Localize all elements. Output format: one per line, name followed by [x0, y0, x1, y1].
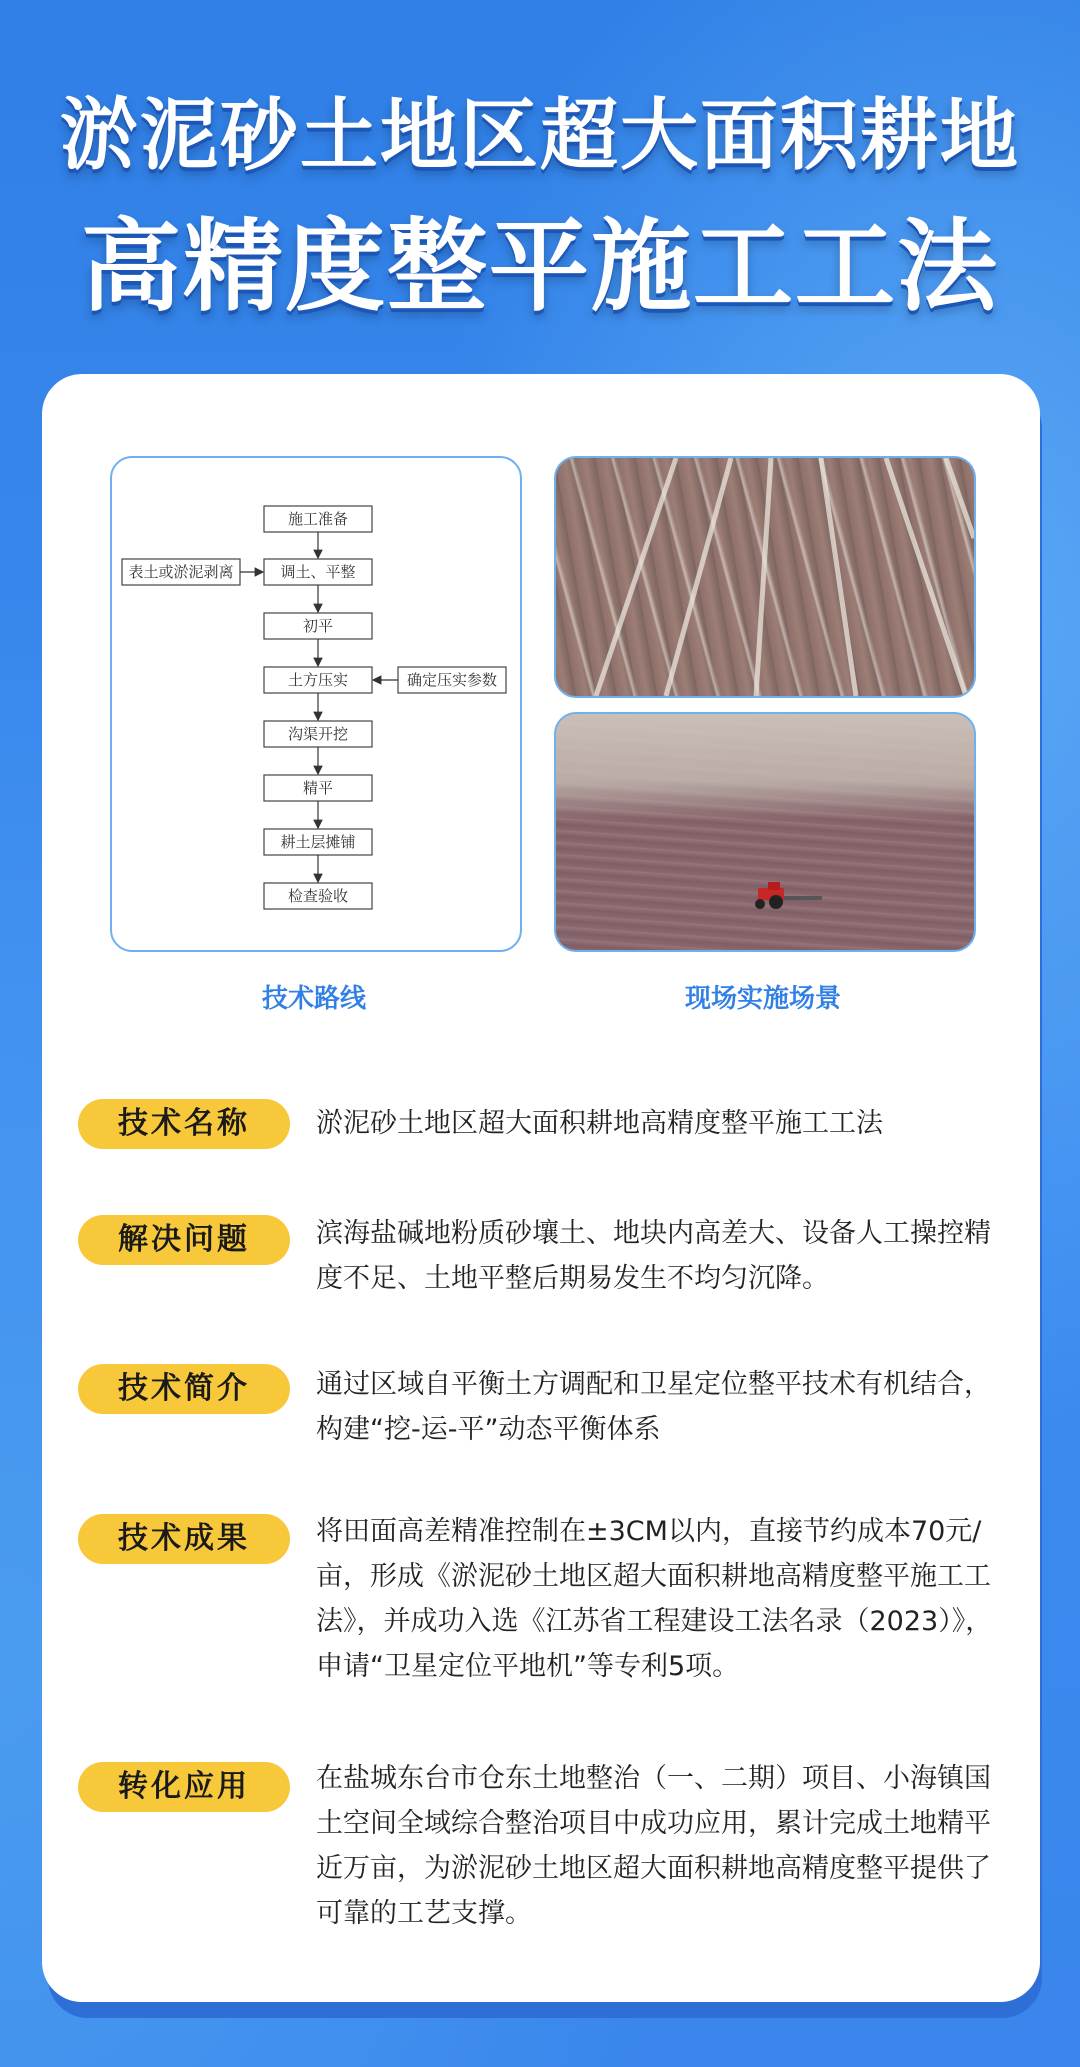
- flow-step-8-label: 检查验收: [287, 887, 349, 905]
- flow-side-left-label: 表土或淤泥剥离: [128, 563, 234, 581]
- text-tech-name: 淤泥砂土地区超大面积耕地高精度整平施工工法: [316, 1108, 883, 1139]
- title-line-1: 淤泥砂土地区超大面积耕地: [59, 91, 1020, 181]
- flow-step-6: [264, 775, 372, 801]
- label-results: 技术成果: [78, 1514, 290, 1564]
- flow-side-left: [122, 559, 240, 585]
- text-problem: 滨海盐碱地粉质砂壤土、地块内高差大、设备人工操控精度不足、土地平整后期易发生不均匀沉降。: [316, 1218, 991, 1294]
- label-application: 转化应用: [78, 1762, 290, 1812]
- flow-side-right: [398, 667, 506, 693]
- flow-step-1: [264, 506, 372, 532]
- flow-side-right-label: 确定压实参数: [406, 671, 498, 689]
- flow-step-5-label: 沟渠开挖: [287, 725, 349, 743]
- flow-step-3-label: 初平: [302, 617, 334, 635]
- flow-step-6-label: 精平: [302, 779, 334, 797]
- flow-step-7: [264, 829, 372, 855]
- flow-step-2: [264, 559, 372, 585]
- flowchart-panel: [110, 456, 522, 952]
- tractor-icon: [754, 882, 824, 910]
- title-line-2: 高精度整平施工工法: [81, 208, 999, 325]
- flow-step-3: [264, 613, 372, 639]
- flow-step-8: [264, 883, 372, 909]
- field-furrows: [556, 458, 974, 696]
- label-intro: 技术简介: [78, 1364, 290, 1414]
- caption-site-scene: 现场实施场景: [684, 984, 841, 1014]
- field-photo-aerial: [554, 456, 976, 698]
- flow-step-5: [264, 721, 372, 747]
- label-tech-name: 技术名称: [78, 1099, 290, 1149]
- flow-step-7-label: 耕土层摊铺: [280, 833, 356, 851]
- flow-step-2-label: 调土、平整: [280, 563, 356, 581]
- flow-step-4-label: 土方压实: [287, 671, 349, 689]
- flowchart-diagram: [112, 458, 520, 950]
- caption-technical-route: 技术路线: [261, 984, 366, 1014]
- field-photo-tractor: [554, 712, 976, 952]
- text-intro: 通过区域自平衡土方调配和卫星定位整平技术有机结合，构建“挖-运-平”动态平衡体系: [316, 1369, 991, 1445]
- label-problem: 解决问题: [78, 1215, 290, 1265]
- flow-step-4: [264, 667, 372, 693]
- flow-step-1-label: 施工准备: [287, 510, 349, 528]
- text-application: 在盐城东台市仓东土地整治（一、二期）项目、小海镇国土空间全域综合整治项目中成功应用，累计完成土地精平近万亩，为淤泥砂土地区超大面积耕地高精度整平提供了可靠的工艺支撑。: [316, 1763, 991, 1929]
- text-results: 将田面高差精准控制在±3CM以内，直接节约成本70元/亩，形成《淤泥砂土地区超大面积耕地高精度整平施工工法》，并成功入选《江苏省工程建设工法名录（2023）》，申请“卫星定位平地机”等专利5项。: [316, 1516, 993, 1682]
